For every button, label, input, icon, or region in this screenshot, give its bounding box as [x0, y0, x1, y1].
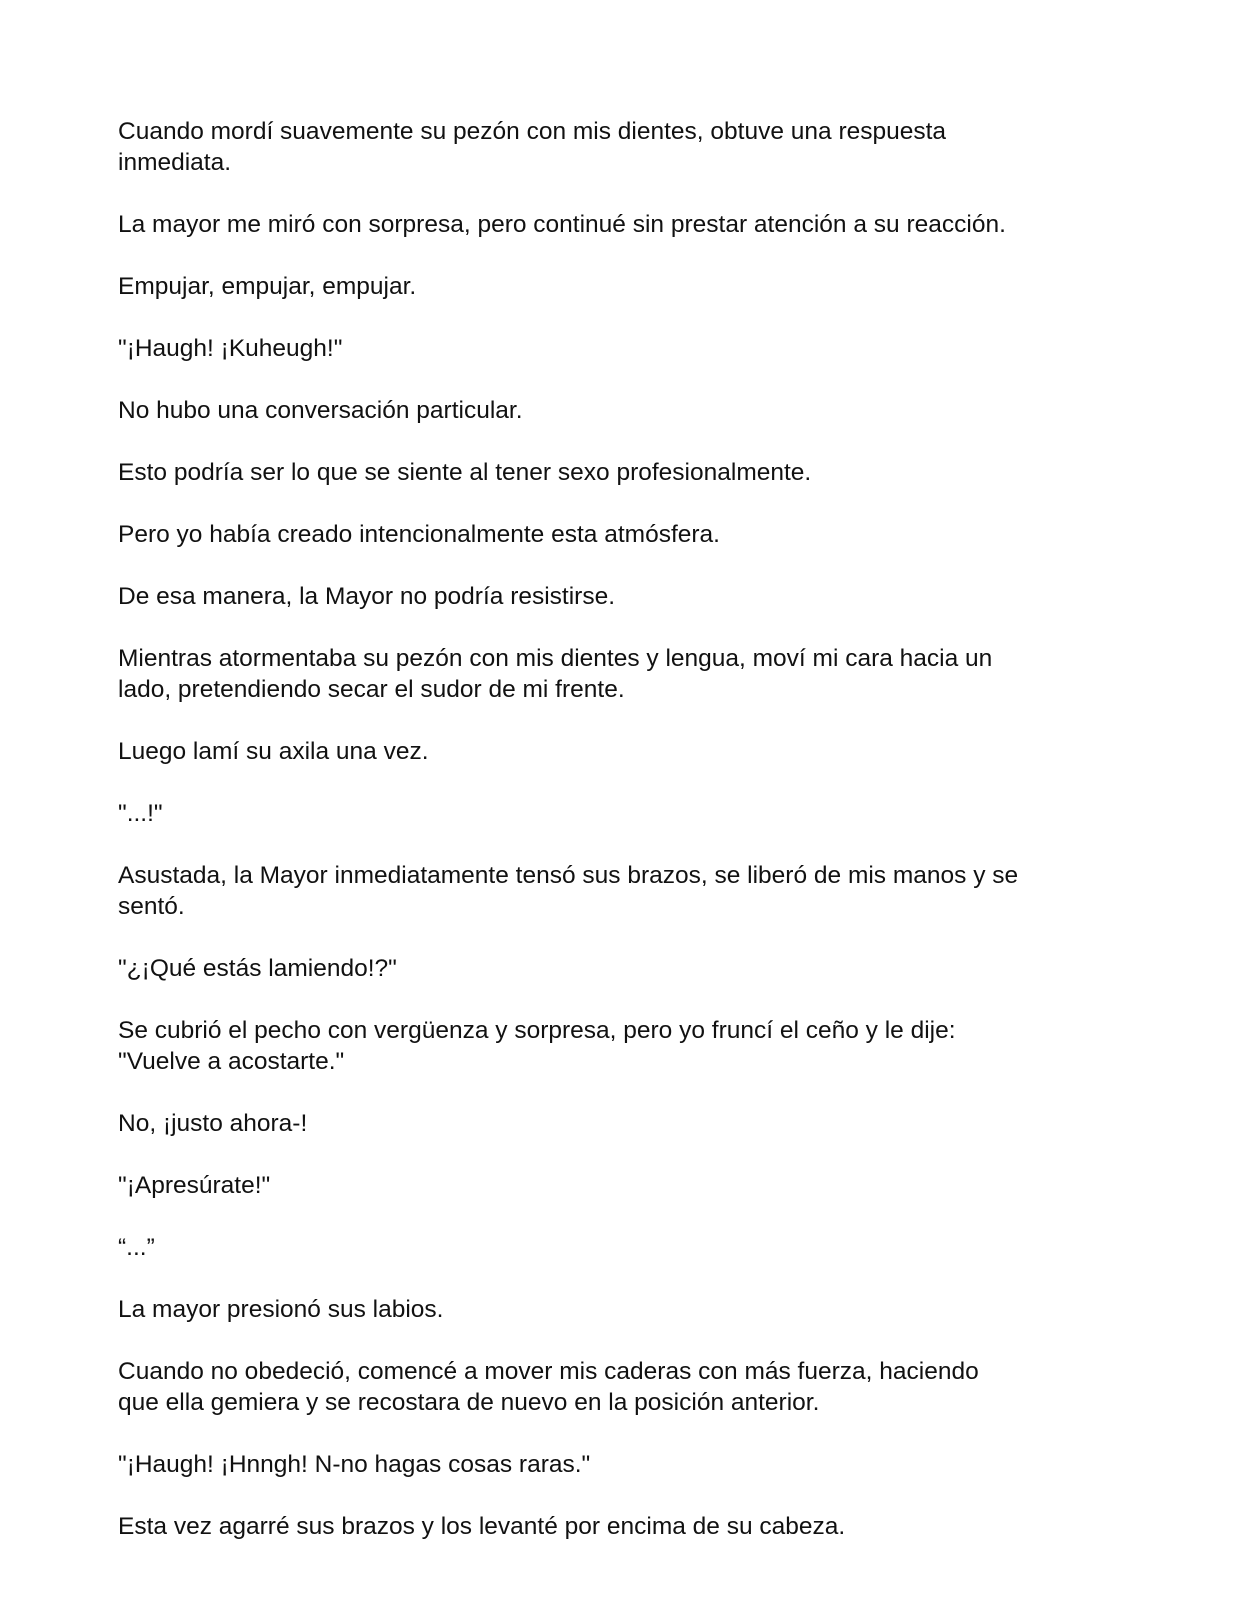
paragraph: Cuando no obedeció, comencé a mover mis caderas con más fuerza, haciendo que ella gemiera y se recostara de nuevo en la posición anterior.: [118, 1358, 979, 1416]
paragraph: "¡Haugh! ¡Hnngh! N-no hagas cosas raras.": [118, 1451, 591, 1478]
paragraph: Asustada, la Mayor inmediatamente tensó sus brazos, se liberó de mis manos y se sentó.: [118, 862, 1019, 920]
paragraph: Empujar, empujar, empujar.: [118, 273, 417, 300]
paragraph: La mayor me miró con sorpresa, pero continué sin prestar atención a su reacción.: [118, 211, 1006, 238]
document-body: [118, 116, 1128, 1573]
paragraph: De esa manera, la Mayor no podría resistirse.: [118, 583, 616, 610]
paragraph: "¡Haugh! ¡Kuheugh!": [118, 335, 343, 362]
paragraph: "...!": [118, 800, 163, 827]
paragraph: Luego lamí su axila una vez.: [118, 738, 429, 765]
paragraph: Pero yo había creado intencionalmente esta atmósfera.: [118, 521, 720, 548]
paragraph: Esto podría ser lo que se siente al tener sexo profesionalmente.: [118, 459, 812, 486]
paragraph: Mientras atormentaba su pezón con mis dientes y lengua, moví mi cara hacia un lado, pretendiendo secar el sudor de mi frente.: [118, 645, 993, 703]
paragraph: La mayor presionó sus labios.: [118, 1296, 444, 1323]
paragraph: “...”: [118, 1234, 155, 1261]
paragraph: "¿¡Qué estás lamiendo!?": [118, 955, 397, 982]
paragraph: Esta vez agarré sus brazos y los levanté por encima de su cabeza.: [118, 1513, 846, 1540]
paragraph: No hubo una conversación particular.: [118, 397, 523, 424]
paragraph: No, ¡justo ahora-!: [118, 1110, 308, 1137]
paragraph: "¡Apresúrate!": [118, 1172, 271, 1199]
paragraph: Se cubrió el pecho con vergüenza y sorpresa, pero yo fruncí el ceño y le dije: "Vuelve a acostarte.": [118, 1017, 956, 1075]
paragraph: Cuando mordí suavemente su pezón con mis dientes, obtuve una respuesta inmediata.: [118, 118, 947, 176]
